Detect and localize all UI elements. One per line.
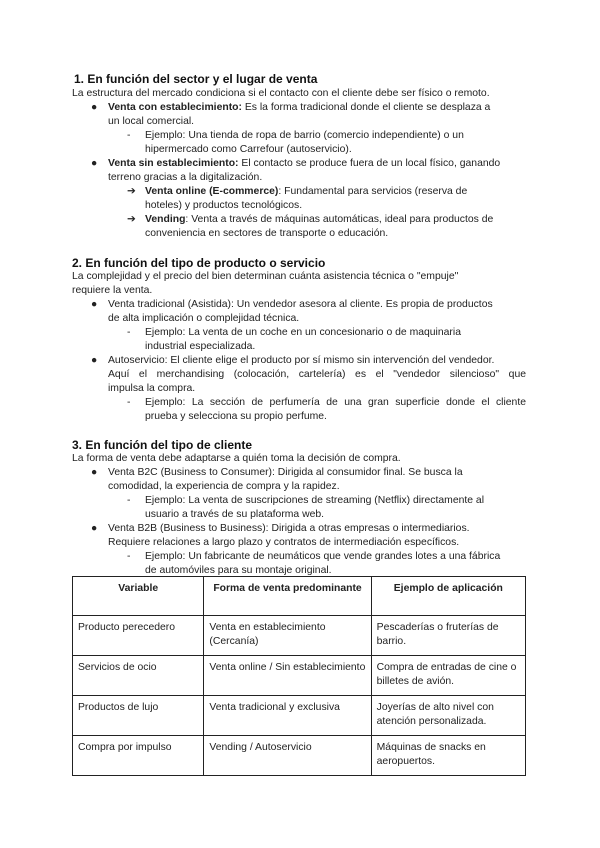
section-2-heading: 2. En función del tipo de producto o servicio: [72, 256, 326, 270]
bullet-icon: ●: [91, 102, 98, 113]
list-item-continuation: un local comercial.: [108, 116, 195, 127]
sub-list-item-continuation: hoteles) y productos tecnológicos.: [145, 200, 303, 211]
example-line: Ejemplo: Una tienda de ropa de barrio (comercio independiente) o un: [145, 130, 464, 141]
table-cell: Productos de lujo: [73, 696, 204, 736]
table-row: [73, 696, 526, 736]
list-item: Venta sin establecimiento: El contacto se produce fuera de un local físico, ganando: [108, 158, 501, 169]
list-item-continuation: terreno gracias a la digitalización.: [108, 172, 263, 183]
list-item-continuation: de alta implicación o complejidad técnica.: [108, 313, 300, 324]
section-3-heading: 3. En función del tipo de cliente: [72, 438, 253, 452]
column-header: Forma de venta predominante: [204, 577, 371, 616]
list-item-continuation: impulsa la compra.: [108, 383, 196, 394]
table-cell: Compra de entradas de cine o billetes de avión.: [371, 656, 525, 696]
arrow-right-icon: ➔: [127, 186, 136, 197]
table-cell: Producto perecedero: [73, 616, 204, 656]
section-3-intro: La forma de venta debe adaptarse a quién toma la decisión de compra.: [72, 453, 401, 464]
dash-icon: -: [127, 327, 131, 338]
list-item-continuation: comodidad, la experiencia de compra y la rapidez.: [108, 481, 340, 492]
table-row: [73, 656, 526, 696]
section-1-intro: La estructura del mercado condiciona si el contacto con el cliente debe ser físico o remoto.: [72, 88, 490, 99]
table-cell: Venta tradicional y exclusiva: [204, 696, 371, 736]
table-cell: Joyerías de alto nivel con atención personalizada.: [371, 696, 525, 736]
table-cell: Compra por impulso: [73, 736, 204, 776]
dash-icon: -: [127, 495, 131, 506]
list-item-continuation: Aquí el merchandising (colocación, cartelería) es el "vendedor silencioso" que: [108, 369, 526, 380]
bullet-icon: ●: [91, 299, 98, 310]
section-1-heading: 1. En función del sector y el lugar de venta: [74, 72, 318, 86]
arrow-right-icon: ➔: [127, 214, 136, 225]
column-header: Variable: [73, 577, 204, 616]
table-cell: Venta en establecimiento (Cercanía): [204, 616, 371, 656]
example-line: prueba y selecciona su propio perfume.: [145, 411, 327, 422]
sub-list-item: Vending: Venta a través de máquinas automáticas, ideal para productos de: [145, 214, 494, 225]
table-cell: Vending / Autoservicio: [204, 736, 371, 776]
bullet-icon: ●: [91, 158, 98, 169]
list-item: Venta tradicional (Asistida): Un vendedor asesora al cliente. Es propia de productos: [108, 299, 493, 310]
dash-icon: -: [127, 130, 131, 141]
table-cell: Máquinas de snacks en aeropuertos.: [371, 736, 525, 776]
column-header: Ejemplo de aplicación: [371, 577, 525, 616]
example-line: Ejemplo: Un fabricante de neumáticos que vende grandes lotes a una fábrica: [145, 551, 501, 562]
example-line: industrial especializada.: [145, 341, 256, 352]
list-item: Autoservicio: El cliente elige el producto por sí mismo sin intervención del vendedor.: [108, 355, 495, 366]
table-row: [73, 736, 526, 776]
dash-icon: -: [127, 397, 131, 408]
table-cell: Venta online / Sin establecimiento: [204, 656, 371, 696]
example-line: hipermercado como Carrefour (autoservicio).: [145, 144, 352, 155]
sub-list-item: Venta online (E-commerce): Fundamental para servicios (reserva de: [145, 186, 468, 197]
section-2-intro: La complejidad y el precio del bien determinan cuánta asistencia técnica o "empuje": [72, 271, 459, 282]
section-2-intro: requiere la venta.: [72, 285, 153, 296]
table-cell: Pescaderías o fruterías de barrio.: [371, 616, 525, 656]
table-header-row: [73, 577, 526, 616]
table-cell: Servicios de ocio: [73, 656, 204, 696]
bullet-icon: ●: [91, 467, 98, 478]
example-line: de automóviles para su montaje original.: [145, 565, 332, 576]
example-line: usuario a través de su plataforma web.: [145, 509, 325, 520]
list-item: Venta B2B (Business to Business): Dirigida a otras empresas o intermediarios.: [108, 523, 470, 534]
sub-list-item-continuation: conveniencia en sectores de transporte o educación.: [145, 228, 389, 239]
sales-comparison-table: [72, 576, 526, 776]
example-line: Ejemplo: La venta de suscripciones de streaming (Netflix) directamente al: [145, 495, 485, 506]
table-row: [73, 616, 526, 656]
bullet-icon: ●: [91, 523, 98, 534]
bullet-icon: ●: [91, 355, 98, 366]
list-item-continuation: Requiere relaciones a largo plazo y contratos de intermediación específicos.: [108, 537, 460, 548]
example-line: Ejemplo: La venta de un coche en un concesionario o de maquinaria: [145, 327, 461, 338]
list-item: Venta con establecimiento: Es la forma tradicional donde el cliente se desplaza a: [108, 102, 491, 113]
dash-icon: -: [127, 551, 131, 562]
list-item: Venta B2C (Business to Consumer): Dirigida al consumidor final. Se busca la: [108, 467, 463, 478]
example-line: Ejemplo: La sección de perfumería de una gran superficie donde el cliente: [145, 397, 526, 408]
